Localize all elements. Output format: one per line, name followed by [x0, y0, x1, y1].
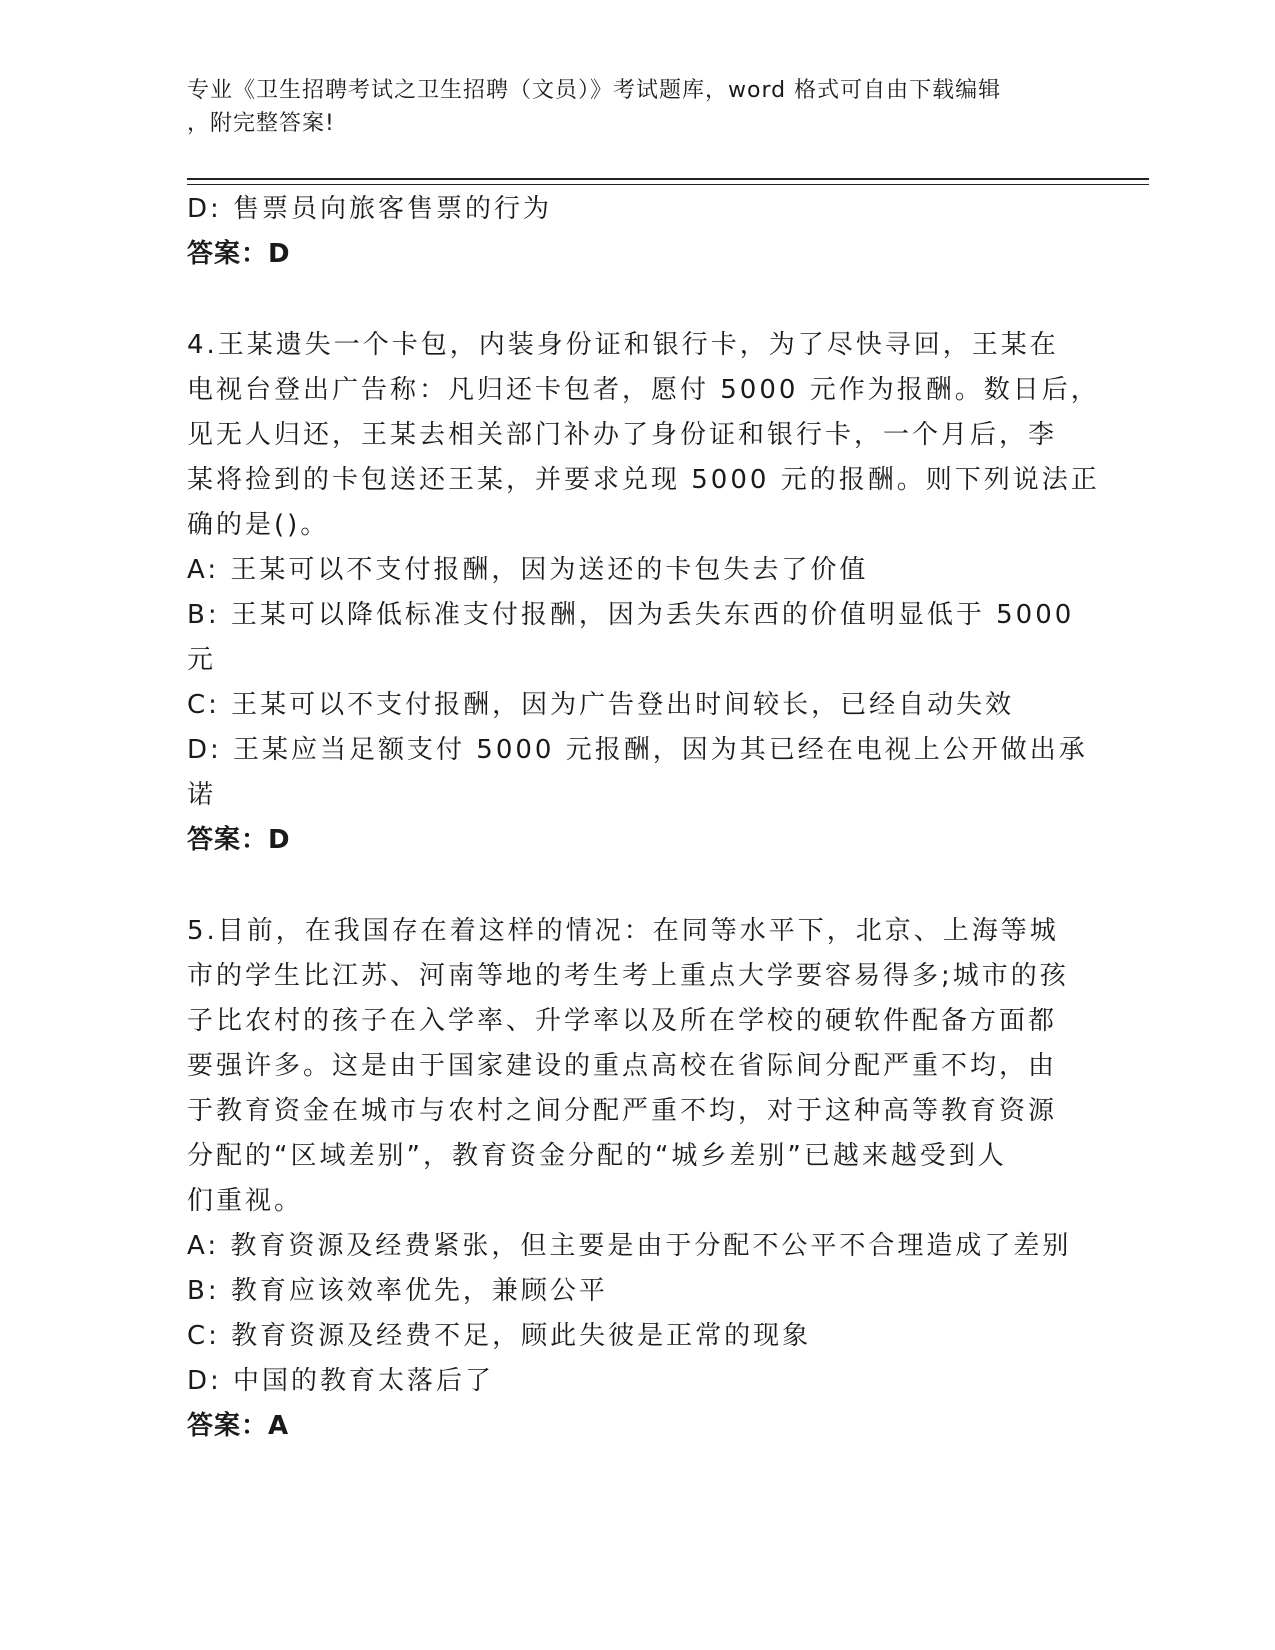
- option-b: B: 教育应该效率优先，兼顾公平: [187, 1276, 608, 1306]
- previous-question-tail: [187, 187, 1067, 277]
- option-c: C: 教育资源及经费不足，顾此失彼是正常的现象: [187, 1321, 812, 1351]
- question-stem-line: 分配的“区域差别”，教育资金分配的“城乡差别”已越来越受到人: [187, 1141, 1007, 1171]
- option-d: D: 王某应当足额支付 5000 元报酬，因为其已经在电视上公开做出承: [187, 735, 1088, 765]
- option-a: A: 教育资源及经费紧张，但主要是由于分配不公平不合理造成了差别: [187, 1231, 1072, 1261]
- spacer: [187, 277, 1067, 323]
- question-stem-line: 于教育资金在城市与农村之间分配严重不均，对于这种高等教育资源: [187, 1096, 1058, 1126]
- header-rule: [187, 184, 1149, 185]
- question-stem-line: 们重视。: [187, 1186, 304, 1216]
- question-stem-line: 确的是()。: [187, 510, 330, 540]
- header-rule: [187, 178, 1149, 180]
- question-stem-line: 市的学生比江苏、河南等地的考生考上重点大学要容易得多;城市的孩: [187, 961, 1069, 991]
- question-stem-line: 子比农村的孩子在入学率、升学率以及所在学校的硬软件配备方面都: [187, 1006, 1058, 1036]
- header-line: ，附完整答案!: [187, 111, 335, 136]
- question-stem-line: 电视台登出广告称：凡归还卡包者，愿付 5000 元作为报酬。数日后，: [187, 375, 1100, 405]
- option-d: D: 售票员向旅客售票的行为: [187, 194, 553, 224]
- header-line: 专业《卫生招聘考试之卫生招聘（文员）》考试题库，word 格式可自由下载编辑: [187, 78, 1002, 103]
- question-stem-line: 见无人归还，王某去相关部门补办了身份证和银行卡，一个月后，李: [187, 420, 1058, 450]
- answer: 答案：D: [187, 825, 291, 855]
- option-b-continued: 元: [187, 645, 217, 675]
- question-stem-line: 4.王某遗失一个卡包，内装身份证和银行卡，为了尽快寻回，王某在: [187, 330, 1059, 360]
- document-body: [187, 187, 1100, 1449]
- option-b: B: 王某可以降低标准支付报酬，因为丢失东西的价值明显低于 5000: [187, 600, 1075, 630]
- question-4: [187, 323, 1100, 863]
- answer: 答案：A: [187, 1411, 290, 1441]
- question-5: [187, 909, 1072, 1449]
- answer: 答案：D: [187, 239, 291, 269]
- question-stem-line: 某将捡到的卡包送还王某，并要求兑现 5000 元的报酬。则下列说法正: [187, 465, 1100, 495]
- option-c: C: 王某可以不支付报酬，因为广告登出时间较长，已经自动失效: [187, 690, 1015, 720]
- option-d: D: 中国的教育太落后了: [187, 1366, 495, 1396]
- spacer: [187, 863, 1067, 909]
- page-header: [187, 74, 1067, 140]
- option-d-continued: 诺: [187, 780, 217, 810]
- question-stem-line: 5.目前，在我国存在着这样的情况：在同等水平下，北京、上海等城: [187, 916, 1059, 946]
- option-a: A: 王某可以不支付报酬，因为送还的卡包失去了价值: [187, 555, 869, 585]
- question-stem-line: 要强许多。这是由于国家建设的重点高校在省际间分配严重不均，由: [187, 1051, 1058, 1081]
